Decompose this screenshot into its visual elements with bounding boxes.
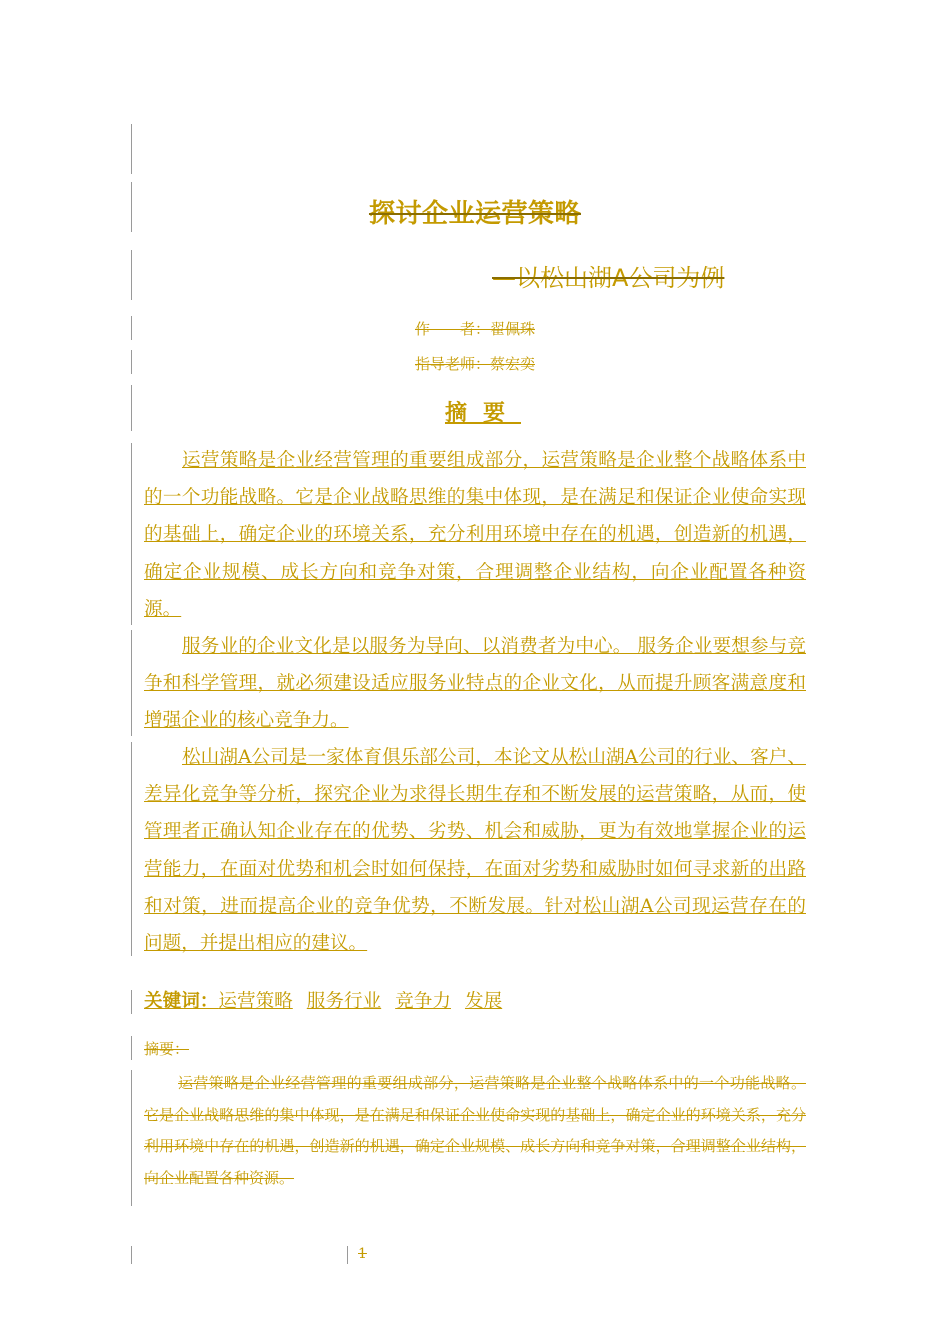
document-title: 探讨企业运营策略 [368, 199, 581, 229]
change-bar [131, 443, 132, 625]
keywords-line [144, 987, 516, 1017]
change-bar [131, 124, 132, 174]
subtitle-text: —以松山湖A公司为例 [492, 264, 725, 292]
change-bar [131, 630, 132, 736]
keywords-label: 关键词： [144, 991, 219, 1012]
abstract-paragraph: 松山湖A公司是一家体育俱乐部公司，本论文从松山湖A公司的行业、客户、差异化竞争等分析，探究企业为求得长期生存和不断发展的运营策略，从而，使管理者正确认知企业存在的优势、劣势、机会和威胁，更为有效地掌握企业的运营能力，在面对优势和机会时如何保持，在面对劣势和威胁时如何寻求新的出路和对策，进而提高企业的竞争优势，不断发展。针对松山湖A公司现运营存在的问题，并提出相应的建议。 [144, 747, 806, 955]
keyword: 服务行业 [306, 991, 382, 1012]
change-bar [131, 1070, 132, 1206]
deleted-abstract-paragraph: 运营策略是企业经营管理的重要组成部分，运营策略是企业整个战略体系中的一个功能战略。它是企业战略思维的集中体现，是在满足和保证企业使命实现的基础上，确定企业的环境关系，充分利用环境中存在的机遇，创造新的机遇，确定企业规模、成长方向和竞争对策，合理调整企业结构，向企业配置各种资源。 [144, 1074, 806, 1187]
abstract-paragraph: 运营策略是企业经营管理的重要组成部分，运营策略是企业整个战略体系中的一个功能战略。它是企业战略思维的集中体现，是在满足和保证企业使命实现的基础上，确定企业的环境关系，充分利用环境中存在的机遇，创造新的机遇，确定企业规模、成长方向和竞争对策，合理调整企业结构，向企业配置各种资源。 [144, 450, 806, 620]
keyword: 竞争力 [395, 991, 451, 1012]
change-bar [131, 1036, 132, 1060]
change-bar [131, 742, 132, 956]
deleted-abstract-heading: 摘要： [144, 1040, 190, 1058]
change-bar [131, 250, 132, 300]
document-subtitle [204, 258, 764, 293]
page-number: 1 [358, 1246, 367, 1262]
advisor-line: 指导老师：蔡宏奕 [414, 355, 535, 373]
abstract-paragraph: 服务业的企业文化是以服务为导向、以消费者为中心。 服务企业要想参与竞争和科学管理，就必须建设适应服务业特点的企业文化，从而提升顾客满意度和增强企业的核心竞争力。 [144, 636, 806, 732]
keyword: 发展 [464, 991, 503, 1012]
change-bar [131, 990, 132, 1014]
change-bar [347, 1246, 348, 1264]
keyword: 运营策略 [218, 991, 293, 1012]
author-line: 作 者：翟佩珠 [414, 320, 535, 338]
abstract-heading: 摘要 [444, 401, 521, 426]
change-bar [131, 1246, 132, 1264]
